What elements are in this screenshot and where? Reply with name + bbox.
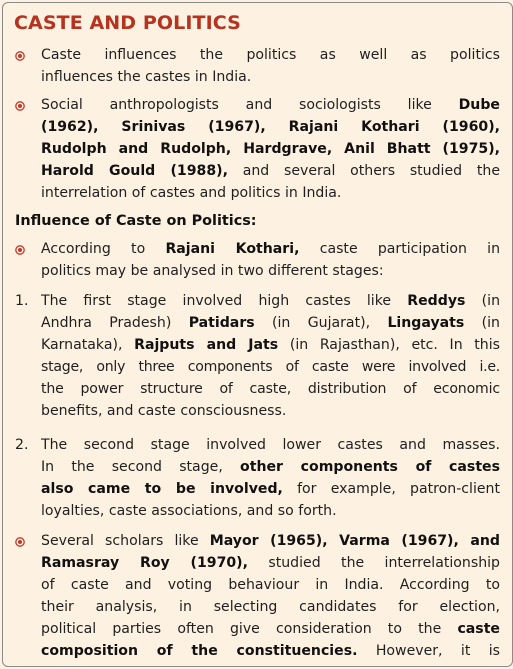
text: caste participation in <box>299 241 501 257</box>
item-1-line-6: benefits, and caste consciousness. <box>41 403 287 419</box>
item-2-line-4: loyalties, caste associations, and so forth. <box>41 503 337 519</box>
document-page <box>2 2 513 667</box>
item-2-line-2 <box>41 456 500 478</box>
text: and several others studied the <box>227 163 500 179</box>
item-1-line-3 <box>41 334 500 356</box>
red-circle-bullet-icon <box>15 245 25 255</box>
bold-text: Patidars <box>188 315 255 331</box>
bold-text: Mayor (1965), Varma (1967), and <box>209 533 500 549</box>
bullet-4-line-1 <box>41 530 500 552</box>
bullet-2-line-5: interrelation of castes and politics in India. <box>41 185 342 201</box>
text: Several scholars like <box>41 533 210 549</box>
bullet-1-line-2: influences the castes in India. <box>41 69 252 85</box>
section-subheading: Influence of Caste on Politics: <box>15 213 257 229</box>
bold-text: Ramasray Roy (1970), <box>41 555 248 571</box>
bullet-3-line-1 <box>41 238 500 260</box>
text: However, it is <box>357 643 500 659</box>
item-1-line-2 <box>41 312 500 334</box>
bold-text: Rudolph and Rudolph, Hardgrave, Anil Bhatt (1975), <box>41 141 500 157</box>
text: for example, patron-client <box>282 481 500 497</box>
bullet-2-line-1 <box>41 94 500 116</box>
item-2-line-3 <box>41 478 500 500</box>
bold-text: caste <box>457 621 500 637</box>
bullet-4-line-4: their analysis, in selecting candidates for election, <box>41 599 500 615</box>
text: The first stage involved high castes like <box>41 293 408 309</box>
bullet-3-line-2: politics may be analysed in two different stages: <box>41 263 384 279</box>
item-1-line-1 <box>41 290 500 312</box>
bold-text: composition of the constituencies. <box>41 643 358 659</box>
bullet-4-line-2 <box>41 552 500 574</box>
text: In the second stage, <box>41 459 241 475</box>
bold-text: other components of castes <box>240 459 500 475</box>
bullet-1-line-1: Caste influences the politics as well as politics <box>41 47 500 63</box>
text: political parties often give consideration to the <box>41 621 458 637</box>
bold-text: also came to be involved, <box>41 481 283 497</box>
bold-text: Harold Gould (1988), <box>41 163 228 179</box>
bold-text: Lingayats <box>387 315 465 331</box>
bold-text: Rajani Kothari, <box>165 241 300 257</box>
page-title: CASTE AND POLITICS <box>14 12 241 34</box>
bold-text: Rajputs and Jats <box>134 337 279 353</box>
bold-text: Dube <box>458 97 500 113</box>
text: Karnataka), <box>41 337 135 353</box>
text: Andhra Pradesh) <box>41 315 189 331</box>
text: (in <box>464 315 500 331</box>
red-circle-bullet-icon <box>15 51 25 61</box>
bold-text: (1962), Srinivas (1967), Rajani Kothari (1960), <box>41 119 500 135</box>
bullet-2-line-3 <box>41 138 500 160</box>
red-circle-bullet-icon <box>15 101 25 111</box>
item-1-line-4: stage, only three components of caste were involved i.e. <box>41 359 500 375</box>
bullet-4-line-6 <box>41 640 500 662</box>
list-number: 1. <box>15 293 29 309</box>
text: studied the interrelationship <box>247 555 500 571</box>
red-circle-bullet-icon <box>15 537 25 547</box>
text: (in Gujarat), <box>254 315 388 331</box>
text: (in <box>465 293 501 309</box>
item-2-line-1: The second stage involved lower castes and masses. <box>41 437 500 453</box>
item-1-line-5: the power structure of caste, distribution of economic <box>41 381 500 397</box>
bullet-4-line-3: of caste and voting behaviour in India. According to <box>41 577 500 593</box>
bullet-2-line-4 <box>41 160 500 182</box>
bullet-4-line-5 <box>41 618 500 640</box>
bullet-2-line-2 <box>41 116 500 138</box>
text: Social anthropologists and sociologists like <box>41 97 459 113</box>
bold-text: Reddys <box>407 293 466 309</box>
text: According to <box>41 241 166 257</box>
text: (in Rajasthan), etc. In this <box>278 337 500 353</box>
list-number: 2. <box>15 437 29 453</box>
